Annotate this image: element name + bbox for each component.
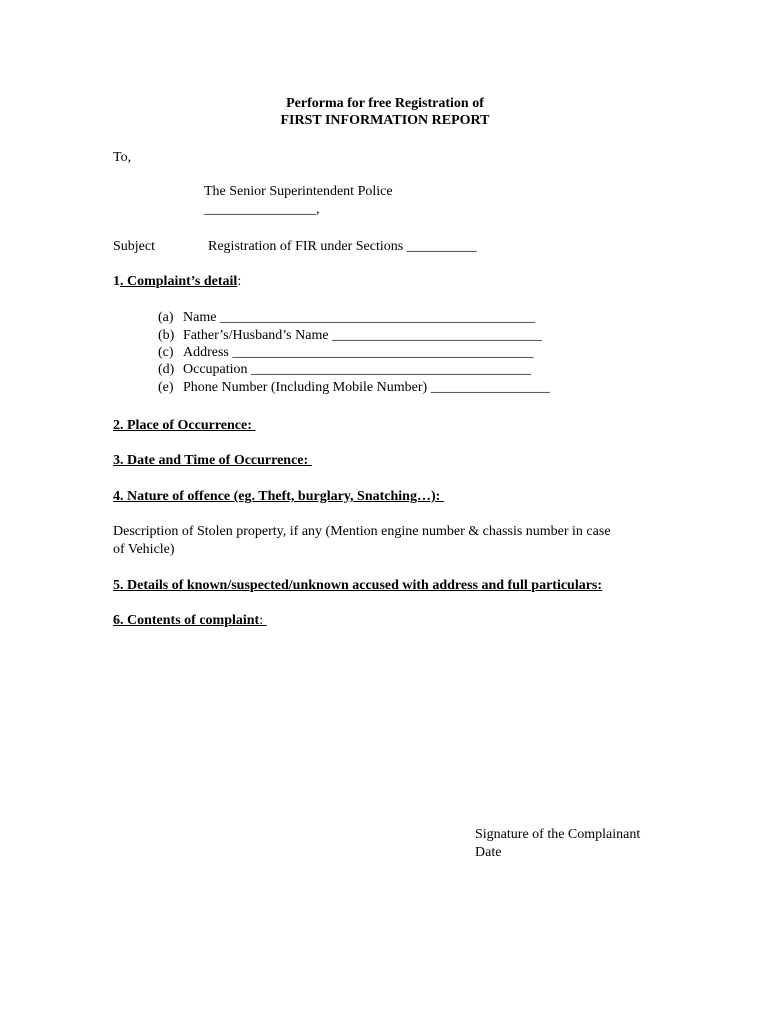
section-6-colon: : <box>259 613 267 628</box>
section-6-heading <box>113 612 267 629</box>
stolen-property-description-line2: of Vehicle) <box>113 542 175 557</box>
list-marker: (c) <box>158 345 174 360</box>
list-item <box>158 344 533 361</box>
list-marker: (a) <box>158 310 174 325</box>
list-item <box>158 379 550 396</box>
section-3-heading: 3. Date and Time of Occurrence: <box>113 453 312 468</box>
list-text-address: Address ___________________________________________ <box>183 345 534 360</box>
to-label: To, <box>113 150 132 165</box>
section-1-title: . Complaint’s detail <box>120 274 238 289</box>
section-2-heading: 2. Place of Occurrence: <box>113 418 256 433</box>
subject-label: Subject <box>113 239 155 254</box>
stolen-property-description-line1: Description of Stolen property, if any (Mention engine number & chassis number in case <box>113 524 611 539</box>
form-title-line2: FIRST INFORMATION REPORT <box>280 113 490 128</box>
list-marker: (d) <box>158 362 175 377</box>
date-label: Date <box>475 845 502 860</box>
recipient-blank: ________________, <box>204 202 320 217</box>
list-marker: (e) <box>158 380 174 395</box>
list-item <box>158 309 535 326</box>
section-6-title: 6. Contents of complaint <box>113 613 260 628</box>
section-1-heading <box>113 273 241 290</box>
recipient-text: The Senior Superintendent Police <box>204 184 393 199</box>
list-item <box>158 327 542 344</box>
signature-label: Signature of the Complainant <box>475 827 641 842</box>
list-text-phone: Phone Number (Including Mobile Number) _________________ <box>183 380 550 395</box>
section-1-number: 1 <box>113 274 120 289</box>
list-text-father-husband: Father’s/Husband’s Name ______________________________ <box>183 328 543 343</box>
section-1-colon: : <box>237 274 242 289</box>
list-text-name: Name _____________________________________________ <box>183 310 535 325</box>
form-title-line1: Performa for free Registration of <box>286 96 484 111</box>
list-marker: (b) <box>158 328 175 343</box>
subject-text: Registration of FIR under Sections __________ <box>208 239 477 254</box>
section-5-heading: 5. Details of known/suspected/unknown accused with address and full particulars: <box>113 578 603 593</box>
list-item <box>158 361 531 378</box>
list-text-occupation: Occupation ________________________________________ <box>183 362 532 377</box>
section-4-heading: 4. Nature of offence (eg. Theft, burglary, Snatching…): <box>113 489 444 504</box>
